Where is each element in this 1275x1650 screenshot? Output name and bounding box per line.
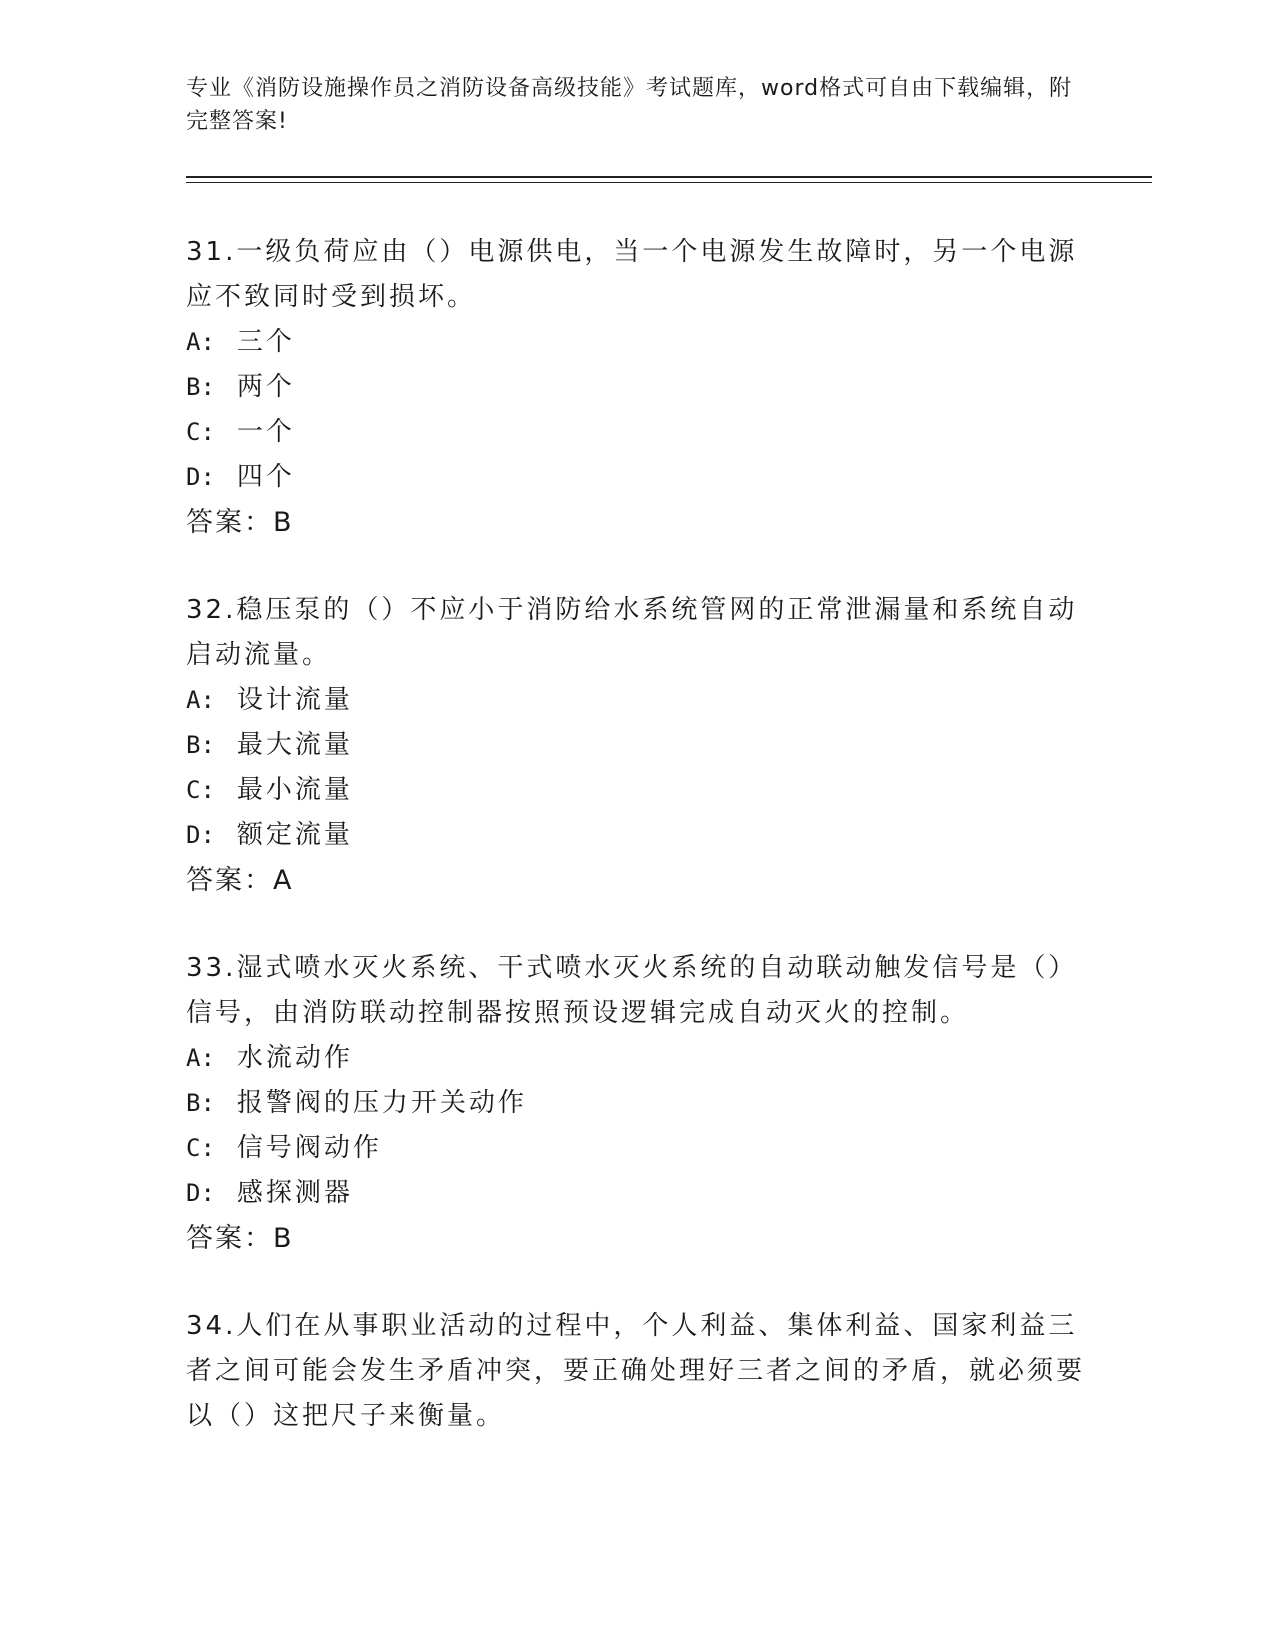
option-key: B:: [186, 1089, 215, 1117]
option-key: A:: [186, 686, 215, 714]
option-text: 三个: [236, 327, 295, 357]
option-c: [186, 1126, 1086, 1171]
option-text: 信号阀动作: [236, 1133, 382, 1163]
option-key: A:: [186, 1044, 215, 1072]
option-b: [186, 365, 1086, 410]
option-d: [186, 1171, 1086, 1216]
question-34: [186, 1304, 1086, 1439]
question-stem: 33.湿式喷水灭火系统、干式喷水灭火系统的自动联动触发信号是（）信号，由消防联动控制器按照预设逻辑完成自动灭火的控制。: [186, 953, 1078, 1028]
option-key: C:: [186, 776, 215, 804]
option-key: D:: [186, 463, 215, 491]
option-key: C:: [186, 418, 215, 446]
document-header: 专业《消防设施操作员之消防设备高级技能》考试题库，word格式可自由下载编辑，附完整答案!: [186, 76, 1073, 134]
option-c: [186, 768, 1086, 813]
option-b: [186, 1081, 1086, 1126]
option-text: 两个: [236, 372, 295, 402]
answer-line: 答案：A: [186, 865, 294, 896]
header-rule-thick: [186, 176, 1152, 178]
question-33: [186, 946, 1086, 1261]
option-d: [186, 455, 1086, 500]
option-text: 设计流量: [236, 685, 353, 715]
option-c: [186, 410, 1086, 455]
option-b: [186, 723, 1086, 768]
question-stem: 32.稳压泵的（）不应小于消防给水系统管网的正常泄漏量和系统自动启动流量。: [186, 595, 1078, 670]
option-text: 额定流量: [236, 820, 353, 850]
option-key: D:: [186, 821, 215, 849]
question-31: [186, 230, 1086, 545]
question-32: [186, 588, 1086, 903]
option-text: 最小流量: [236, 775, 353, 805]
answer-line: 答案：B: [186, 507, 294, 538]
option-a: [186, 1036, 1086, 1081]
option-key: B:: [186, 731, 215, 759]
answer-line: 答案：B: [186, 1223, 294, 1254]
header-rule-thin: [186, 182, 1152, 183]
option-text: 报警阀的压力开关动作: [236, 1088, 527, 1118]
question-list: [186, 230, 1086, 1482]
option-key: C:: [186, 1134, 215, 1162]
option-text: 最大流量: [236, 730, 353, 760]
option-key: D:: [186, 1179, 215, 1207]
option-text: 水流动作: [236, 1043, 353, 1073]
option-a: [186, 320, 1086, 365]
option-text: 感探测器: [236, 1178, 353, 1208]
option-a: [186, 678, 1086, 723]
option-key: B:: [186, 373, 215, 401]
option-key: A:: [186, 328, 215, 356]
option-text: 一个: [236, 417, 295, 447]
question-stem: 31.一级负荷应由（）电源供电，当一个电源发生故障时，另一个电源应不致同时受到损坏。: [186, 237, 1078, 312]
question-stem: 34.人们在从事职业活动的过程中，个人利益、集体利益、国家利益三者之间可能会发生矛盾冲突，要正确处理好三者之间的矛盾，就必须要以（）这把尺子来衡量。: [186, 1311, 1086, 1431]
option-text: 四个: [236, 462, 295, 492]
option-d: [186, 813, 1086, 858]
